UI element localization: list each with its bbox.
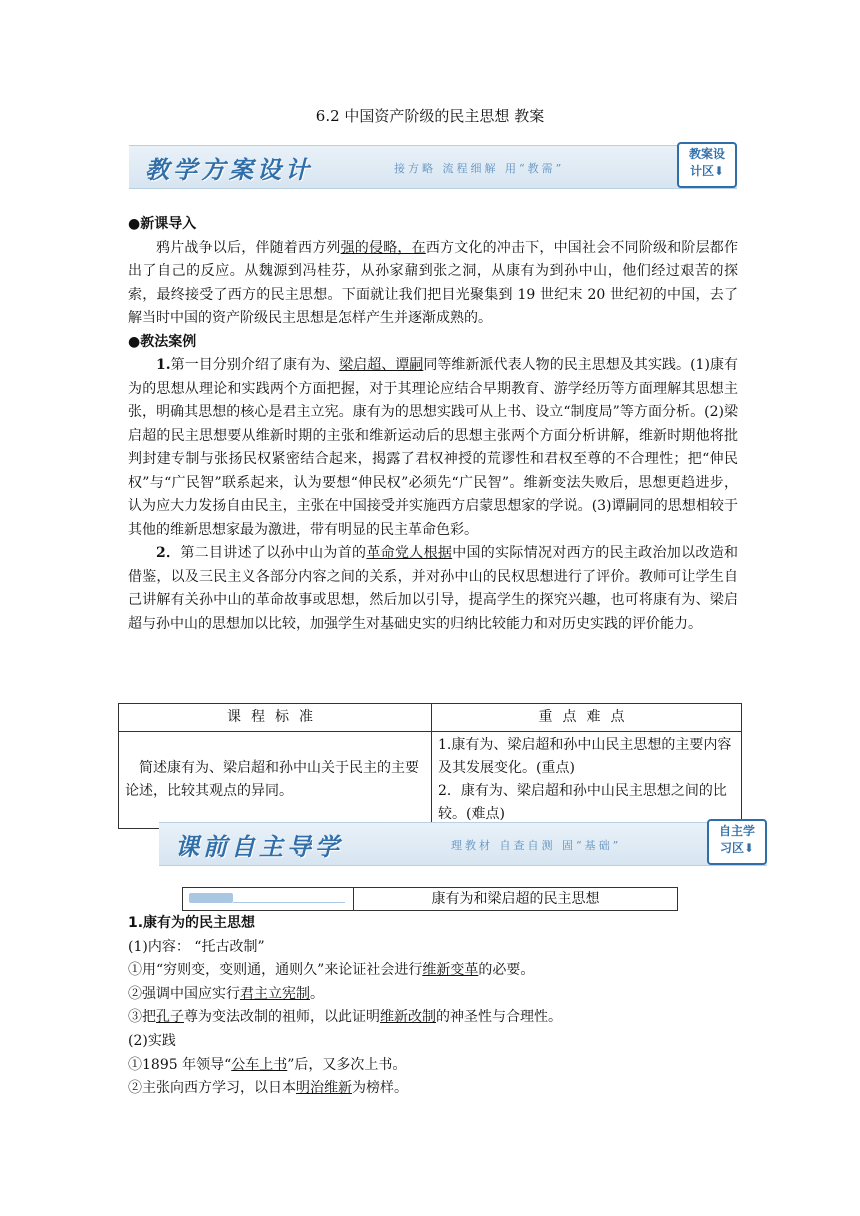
case-2-text-a: 第二目讲述了以孙中山为首的 [180, 545, 367, 561]
text: ”后，又多次上书。 [287, 1056, 407, 1073]
content-line: (1)内容： “托古改制” [128, 938, 265, 955]
curriculum-table [118, 703, 742, 829]
banner-title: 教学方案设计 [145, 155, 313, 184]
topic-marker [183, 888, 354, 910]
text: ①1895 年领导“ [128, 1056, 232, 1073]
banner-tag [707, 819, 767, 865]
case-1-number: 1. [156, 357, 171, 373]
answer-underline: 维新变革 [422, 962, 479, 979]
practice-heading: (2)实践 [128, 1032, 176, 1049]
answer-underline: 孔子 [156, 1009, 184, 1026]
keypoint-2: 2．康有为、梁启超和孙中山民主思想之间的比较。(难点) [438, 783, 727, 822]
table-header-keypoints: 重点难点 [432, 704, 742, 732]
content-item-1 [128, 959, 738, 983]
tag-line-1: 教案设 [688, 147, 725, 161]
table-cell-keypoints [432, 732, 742, 829]
tag-line-2: 计区⬇ [689, 164, 725, 178]
practice-item-1 [128, 1054, 738, 1078]
intro-heading: ●新课导入 [128, 216, 197, 232]
kang-youwei-section [128, 912, 738, 1101]
intro-text-underline: 强的侵略，在 [340, 239, 426, 256]
answer-underline: 君主立宪制 [240, 985, 310, 1002]
practice-item-2 [128, 1077, 738, 1101]
text: 的神圣性与合理性。 [436, 1009, 562, 1026]
banner-title: 课前自主导学 [175, 832, 343, 861]
keypoint-1: 1.康有为、梁启超和孙中山民主思想的主要内容及其发展变化。(重点) [438, 737, 732, 776]
topic-marker-bar [189, 893, 233, 903]
topic-title: 康有为和梁启超的民主思想 [431, 891, 600, 907]
case-paragraph-1 [128, 354, 738, 542]
tag-line-1: 自主学 [718, 824, 755, 838]
intro-text-b: 西方文化的冲击下，中国社会不同阶级和阶层都作出了自己的反应。从魏源到冯桂芬，从孙家鼐到张之洞，从康有为到孙中山，他们经过艰苦的探索，最终接受了西方的民主思想。下面就让我们把目光聚集到 19 世纪末 20 世纪初的中国，去了解当时中国的资产阶级民主思想是怎样产生并逐渐成熟的。 [128, 239, 739, 326]
section-heading: 1.康有为的民主思想 [128, 915, 256, 931]
answer-underline: 明治维新 [296, 1080, 352, 1097]
topic-box [182, 887, 678, 911]
text: ①用“穷则变，变则通，通则久”来论证社会进行 [128, 962, 423, 979]
text: 尊为变法改制的祖师，以此证明 [184, 1009, 380, 1026]
text: 为榜样。 [352, 1080, 408, 1097]
banner-subtitle: 接方略 流程细解 用“教需” [394, 162, 565, 175]
banner-tag [677, 142, 737, 188]
intro-text-a: 鸦片战争以后，伴随着西方列 [156, 239, 341, 256]
intro-paragraph [128, 237, 738, 331]
case-1-text-b: 同等维新派代表人物的民主思想及其实践。(1)康有为的思想从理论和实践两个方面把握，对于其理论应结合早期教育、游学经历等方面理解其思想主张，明确其思想的核心是君主立宪。康有为的思想实践可从上书、设立“制度局”等方面分析。(2)梁启超的民主思想要从维新时期的主张和维新运动后的思想主张两个方面分析讲解，维新时期他将批判封建专制与张扬民权紧密结合起来，揭露了君权神授的荒谬性和君权至尊的不合理性；把“伸民权”与“广民智”联系起来，认为要想“伸民权”必须先“广民智”。维新变法失败后，思想更趋进步，认为应大力发扬自由民主，主张在中国接受并实施西方启蒙思想家的学说。(3)谭嗣同的思想相较于其他的维新思想家最为激进，带有明显的民主革命色彩。 [128, 357, 738, 538]
case-2-underline: 革命党人根据 [366, 545, 453, 561]
content-item-2 [128, 983, 738, 1007]
self-study-banner [159, 822, 767, 866]
case-paragraph-2 [128, 542, 738, 636]
table-cell-standard: 简述康有为、梁启超和孙中山关于民主的主要论述，比较其观点的异同。 [119, 732, 432, 829]
text: ②主张向西方学习，以日本 [128, 1080, 296, 1097]
teaching-plan-banner [129, 145, 737, 189]
text: 。 [310, 985, 324, 1002]
content-item-3 [128, 1006, 738, 1030]
case-2-text-b: 中国的实际情况对西方的民主政治加以改造和借鉴，以及三民主义各部分内容之间的关系，并对孙中山的民权思想进行了评价。教师可让学生自己讲解有关孙中山的革命故事或思想，然后加以引导，提高学生的探究兴趣，也可将康有为、梁启超与孙中山的思想加以比较，加强学生对基础史实的归纳比较能力和对历史实践的评价能力。 [128, 545, 739, 632]
answer-underline: 公车上书 [231, 1056, 288, 1073]
answer-underline: 维新改制 [380, 1009, 436, 1026]
intro-section [128, 213, 738, 636]
tag-line-2: 习区⬇ [719, 841, 755, 855]
case-1-underline: 梁启超、谭嗣 [339, 357, 424, 373]
text: 的必要。 [478, 962, 535, 979]
table-header-standard: 课程标准 [119, 704, 432, 732]
case-1-text-a: 第一目分别介绍了康有为、 [170, 357, 340, 373]
banner-subtitle: 理教材 自查自测 固“基础” [451, 839, 622, 852]
text: ③把 [128, 1009, 156, 1026]
cases-heading: ●教法案例 [128, 333, 197, 350]
case-2-number: 2． [156, 545, 181, 561]
document-title: 6.2 中国资产阶级的民主思想 教案 [315, 107, 545, 125]
text: ②强调中国应实行 [128, 985, 240, 1002]
topic-marker-line [233, 902, 345, 903]
